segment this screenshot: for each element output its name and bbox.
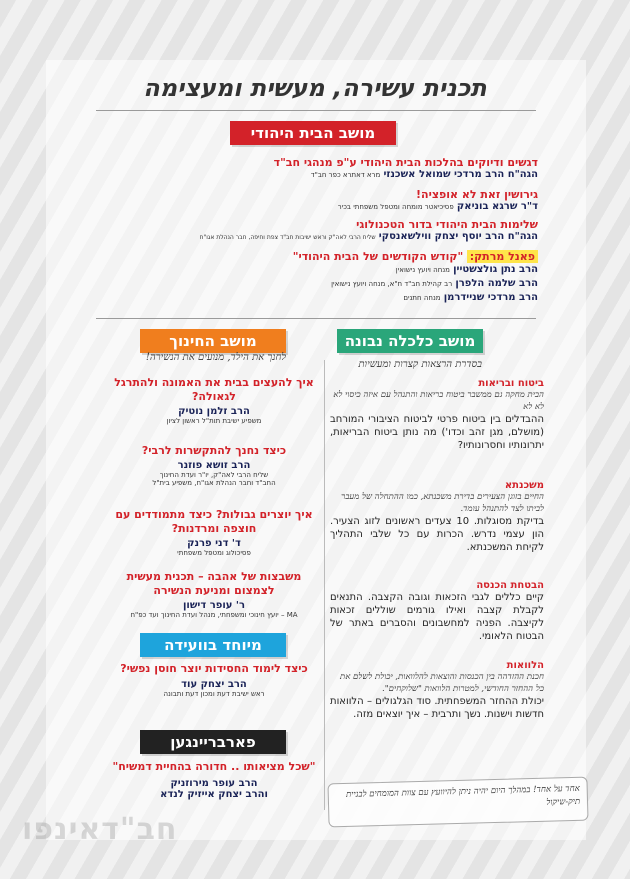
- farbrengen-speaker: והרב יצחק אייזיק לנדא: [160, 789, 268, 800]
- special-item: [108, 662, 320, 698]
- item-title: שלימות הבית היהודי בדור הטכנולוגי: [356, 218, 538, 231]
- page-title: תכנית עשירה, מעשית ומעצימה: [143, 74, 487, 102]
- item-title: איך יוצרים גבולות? כיצד מתמודדים עם חוצפה ומרדנות?: [115, 508, 313, 535]
- special-speaker: הרב יצחק עוד: [181, 679, 247, 690]
- education-item: [108, 444, 320, 487]
- item-title: משבצות של אהבה – תכנית מעשית לצמצום ומניעת הנשירה: [126, 570, 302, 597]
- farbrengen-title: "שכל מציאותו .. חדורה בהחיית דמשיח": [112, 760, 316, 773]
- item-speaker: הגה"ח הרב יוסף יצחק ווילשאנסקי: [378, 231, 538, 242]
- section-title: ביטוח ובריאות: [478, 378, 544, 389]
- top-session-header: מושב הבית היהודי: [230, 121, 396, 145]
- item-speaker-line: [98, 231, 538, 242]
- section-title: משכנתא: [504, 480, 544, 491]
- section-body: קיים כללים לגבי הזכאות וגובה הקצבה. התנאים לקבלת קצבה ואילו גורמים שוללים זכאות לקיצבה. הפניה למחשבונים והסברים באתר של הבטוח הלאומי.: [330, 592, 544, 642]
- item-speaker: ר' עופר דישון: [182, 600, 245, 611]
- economy-section: [330, 660, 544, 721]
- top-session-item: [98, 188, 538, 212]
- item-speaker: הגה"ח הרב מרדכי שמואל אשכנזי: [383, 169, 538, 180]
- education-item: [108, 508, 320, 557]
- column-divider: [324, 360, 325, 810]
- economy-section: [330, 378, 544, 452]
- top-session-item: [98, 218, 538, 242]
- economy-section: [330, 580, 544, 643]
- special-title: כיצד לימוד החסידות יוצר חוסן נפשי?: [120, 662, 308, 675]
- education-item: [108, 570, 320, 619]
- watermark: חב"דאינפו: [22, 812, 178, 847]
- item-title: גירושין זאת לא אופציה!: [416, 188, 538, 201]
- section-quote: חכנת ההזדהה בין הכנסות והוצאות להלוואות, יכולת לשלם את כל ההחזר החודשי, למטרות הלוואות "שלוקחים".: [340, 672, 544, 694]
- section-body: ההבדלים בין ביטוח פרטי לביטוח הציבורי המורחב (מושלם, מגן זהב וכדו') מה נותן ביטוח הבריאות, יתרונותיו וחסרונותיו?: [330, 414, 544, 451]
- panel-heading: [98, 250, 538, 263]
- item-title: כיצד נחנך להתקשרות לרבי?: [141, 444, 287, 457]
- item-title: איך להעצים בבית את האמונה ולהתרגל לגאולה?: [114, 376, 314, 403]
- section-quote: החיים בזוגן הצעירים בדירת משכנתא, כמו ההתחלה של מעבר לביתו לצד להתנהל עומד.: [341, 492, 544, 514]
- item-speaker: ד"ר שרגא בוניאק: [456, 201, 538, 212]
- section-title: הבטחת הכנסה: [476, 580, 544, 591]
- top-session-item: [98, 156, 538, 180]
- item-subtitle: פסיכיאטר מומחה ומטפל משפחתי בכיר: [337, 203, 454, 211]
- section-body: יכולת ההחזר המשפחתית. סוד הגלגולים – הלוואות חדשות וישנות. נשך ותרבית – איך יוצאים מזה.: [330, 696, 544, 720]
- education-header: מושב החינוך: [140, 329, 286, 353]
- title-rule: [96, 110, 536, 111]
- item-title: דגשים ודיוקים בהלכות הבית היהודי ע"פ מנהגי חב"ד: [273, 156, 538, 169]
- section-body: בדיקת מסוגלות. 10 צעדים ראשונים לזוג הצעיר. הון עצמי נדרש. הכרות עם כל שלבי התהליך לקיחת המשכנתא.: [330, 516, 544, 553]
- item-subtitle: מרא דאתרא כפר חב"ד: [310, 171, 381, 179]
- economy-section: [330, 480, 544, 554]
- education-item: [108, 376, 320, 425]
- panel-speaker: הרב מרדכי שניידרמן מנחה חתנים: [403, 292, 538, 303]
- panel-block: [98, 250, 538, 305]
- farbrengen-item: [108, 760, 320, 800]
- farbrengen-speaker: הרב עופר מירוזניק: [170, 778, 258, 789]
- special-header: מיוחד בוועידה: [140, 633, 286, 657]
- section-rule: [96, 318, 536, 319]
- panel-speaker: הרב שלמה הלפרן רב קהילת חב"ד ח"א, מנחה ויועץ נישואין: [331, 278, 538, 289]
- panel-speaker: הרב נתן גולצשטיין מנחה ויועץ נישואין: [395, 264, 538, 275]
- item-speaker: הרב זלמן נוטיק: [178, 406, 250, 417]
- item-speaker-line: [98, 169, 538, 180]
- item-subtitle: MA – יועץ חינוכי ומשפחתי, מנהל ועדת החינוך ועד כפ"ח: [130, 611, 298, 619]
- economy-header: מושב כלכלה נבונה: [337, 329, 483, 353]
- farbrengen-header: פארבריינגען: [140, 730, 286, 754]
- special-subtitle: ראש ישיבת דעת ומכון דעת ותבונה: [163, 690, 265, 698]
- item-subtitle: משפיע ישיבת תות"ל ראשון לציון: [166, 417, 262, 425]
- item-speaker: ד' דני פרנק: [187, 538, 241, 549]
- item-subtitle: שליח הרבי לאה"ק, יו"ר ועדת החינוך: [159, 471, 269, 479]
- economy-intro: בסדרת הרצאות קצרות ומעשיות: [358, 359, 482, 370]
- panel-label: פאנל מרתק:: [467, 250, 538, 263]
- section-title: הלוואות: [506, 660, 544, 671]
- section-quote: הבית מחקה גם ממשבר ביטוח בריאות והתנהל עם איזה כיסוי לא לא לא: [333, 390, 544, 412]
- education-intro: לחנך את הילד, מנועים את הנשירה!: [145, 352, 287, 363]
- item-speaker-line: [98, 201, 538, 212]
- panel-title: "קודש הקודשים של הבית היהודי": [292, 250, 464, 263]
- item-subtitle: פסיכולוג ומטפל משפחתי: [177, 549, 251, 557]
- item-subtitle: החב"ד וחבר הנהלת אגו"ח, משפיע בית"ל: [152, 479, 276, 487]
- item-subtitle: שליח הרבי לאה"ק וראש ישיבות חב"ד צפת וחיפה, חבר הנהלת אגו"ח: [199, 234, 376, 241]
- consultation-note-text: אחד על אחד! במהלך היום יהיה ניתן להיוועץ עם צוות המומחים לבניית תיק-שיקול: [345, 783, 581, 808]
- item-speaker: הרב זושא פוזנר: [177, 460, 251, 471]
